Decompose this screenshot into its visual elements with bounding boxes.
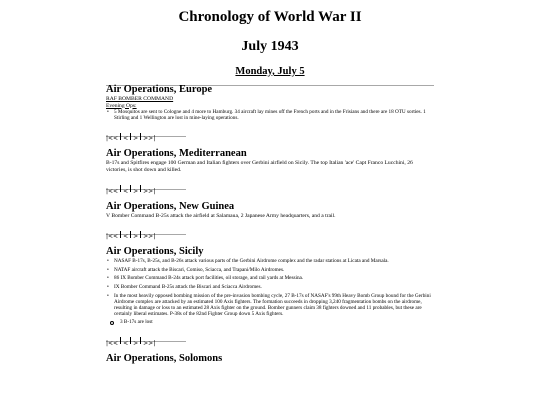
nav-links [106, 174, 434, 195]
nav-separator [140, 337, 141, 344]
nav-links [106, 121, 434, 143]
nav-separator [140, 231, 141, 238]
prev-link[interactable]: < [123, 233, 129, 241]
nav-separator [120, 133, 121, 140]
nav-links [106, 326, 434, 347]
section-sicily [106, 246, 434, 347]
first-link[interactable]: |<< [106, 339, 119, 347]
ops-label: Evening Ops: [106, 102, 137, 109]
sub-list-item: 3 B-17s are lost [106, 319, 434, 325]
section-title: Air Operations, Solomons [106, 352, 223, 364]
content [106, 84, 434, 365]
month-heading: July 1943 [241, 39, 299, 54]
section-title: Air Operations, Europe [106, 84, 213, 95]
list-item: • 5 Mosquitos are sent to Cologne and 4 more to Hamburg. 34 aircraft lay mines off the French ports and in the Frisians and there are 18 OTU sorties. 1 Stirling and 1 Wellington are lost in mine-laying operations. [106, 109, 434, 121]
first-link[interactable]: |<< [106, 233, 119, 241]
last-link[interactable]: >>| [143, 233, 156, 241]
section-mediterranean [106, 148, 434, 195]
last-link[interactable]: >>| [143, 339, 156, 347]
section-solomons [106, 353, 434, 365]
next-link[interactable]: > [133, 187, 139, 195]
list-item: • IX Bomber Command B-25s attack the Biscari and Sciacca Airdromes. [106, 284, 434, 290]
list-item: • 86 IX Bomber Command B-24s attack port facilities, oil storage, and rail yards at Messina. [106, 275, 434, 281]
section-text: V Bomber Command B-25s attack the airfield at Salamaua, 2 Japanese Army headquarters, and a trail. [106, 212, 336, 219]
last-link[interactable]: >>| [143, 187, 156, 195]
section-title: Air Operations, Mediterranean [106, 148, 247, 160]
nav-separator [130, 133, 131, 140]
last-link[interactable]: >>| [143, 135, 156, 143]
next-link[interactable]: > [133, 339, 139, 347]
section-europe [106, 84, 434, 143]
list-item: • NATAF aircraft attack the Biscari, Comiso, Sciacca, and Trapani/Milo Airdromes. [106, 267, 434, 273]
next-link[interactable]: > [133, 233, 139, 241]
first-link[interactable]: |<< [106, 187, 119, 195]
prev-link[interactable]: < [123, 187, 129, 195]
nav-separator [120, 185, 121, 192]
nav-separator [130, 231, 131, 238]
section-title: Air Operations, New Guinea [106, 200, 235, 212]
section-text: B-17s and Spitfires engage 100 German and Italian fighters over Gerbini airfield on Sicily. The top Italian 'ace' Capt Franco Lucchini, 26 victories, is shot down and killed. [106, 160, 413, 173]
day-heading: Monday, July 5 [235, 66, 305, 77]
sub-item-list [106, 319, 434, 325]
item-list [106, 109, 434, 121]
nav-separator [140, 185, 141, 192]
nav-separator [130, 185, 131, 192]
nav-separator [130, 337, 131, 344]
list-item: • In the most heavily opposed bombing mission of the pre-invasion bombing cycle, 27 B-17s of NASAF's 99th Heavy Bomb Group bound for the Gerbini Airdrome complex are attacked by an estimated 100 Axis fighters. The formation succeeds in dropping 3,240 fragmentation bombs on the airdrome, resulting in damage or loss to an estimated 28 Axis fighter on the ground. Bomber gunners claim 38 fighters downed and 11 probables, but these are certainly liberal estimates. P-38s of the 82nd Fighter Group down 5 Axis fighters. [106, 293, 434, 317]
page-header [0, 0, 540, 86]
list-item: • NASAF B-17s, B-25s, and B-26s attack various parts of the Gerbini Airdrome complex and the radar stations at Licata and Marsala. [106, 258, 434, 264]
prev-link[interactable]: < [123, 339, 129, 347]
next-link[interactable]: > [133, 135, 139, 143]
prev-link[interactable]: < [123, 135, 129, 143]
nav-links [106, 219, 434, 241]
nav-separator [120, 337, 121, 344]
first-link[interactable]: |<< [106, 135, 119, 143]
page-title: Chronology of World War II [178, 9, 362, 25]
unit-link[interactable]: RAF BOMBER COMMAND [106, 96, 174, 102]
item-list [106, 258, 434, 317]
section-title: Air Operations, Sicily [106, 246, 204, 258]
nav-separator [140, 133, 141, 140]
nav-separator [120, 231, 121, 238]
section-new-guinea [106, 200, 434, 241]
